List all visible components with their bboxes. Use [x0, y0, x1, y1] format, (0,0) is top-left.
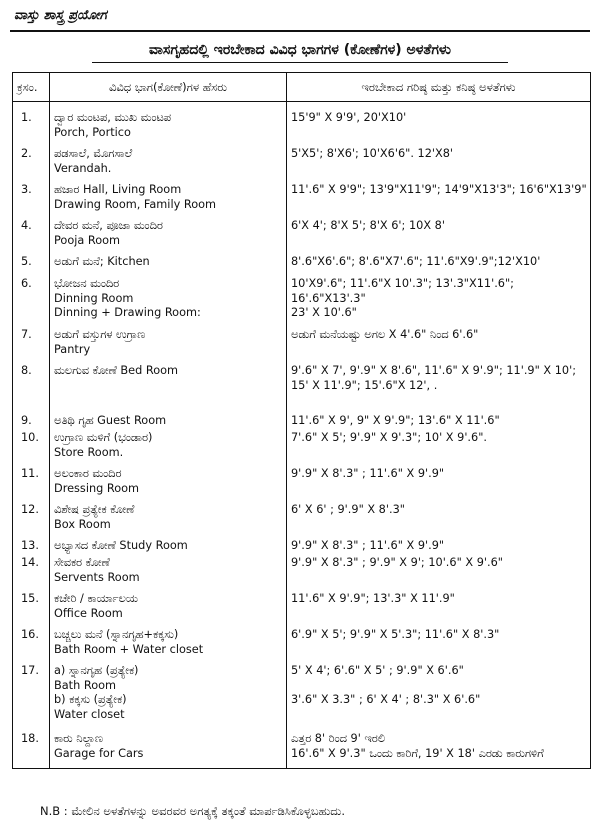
row-number: 7.	[13, 328, 50, 364]
room-name-cell	[50, 364, 287, 414]
dimension-cell	[287, 664, 591, 732]
room-name-cell	[50, 111, 287, 147]
room-name-line: Box Room	[54, 517, 111, 531]
room-name-cell	[50, 277, 287, 328]
room-name-cell	[50, 431, 287, 467]
table-row	[13, 328, 591, 364]
dimension-line: 16'.6" X 9'.3" ಒಂದು ಕಾರಿಗೆ, 19' X 18' ಎರಡು ಕಾರುಗಳಿಗೆ	[291, 746, 544, 760]
room-name-line: Bath Room	[54, 678, 117, 692]
row-number: 5.	[13, 255, 50, 277]
dimensions-table	[12, 72, 591, 769]
dimension-line: 15'9" X 9'9', 20'X10'	[291, 111, 407, 124]
room-name-line: ಕಾರು ನಿಲ್ದಾಣ	[54, 732, 103, 745]
dimension-line: 23' X 10'.6"	[291, 306, 357, 319]
row-number: 14.	[13, 556, 50, 592]
table-spacer	[13, 102, 591, 112]
dimension-line: ಅಡುಗೆ ಮನೆಯಷ್ಟು ಅಗಲ X 4'.6" ನಿಂದ 6'.6"	[291, 328, 479, 341]
table-row	[13, 147, 591, 183]
table-row	[13, 592, 591, 628]
table-row	[13, 414, 591, 431]
dimension-cell	[287, 592, 591, 628]
room-name-line: Dinning + Drawing Room:	[54, 306, 201, 319]
room-name-line: b) ಕಕ್ಕಸು (ಪ್ರತ್ಯೇಕ)	[54, 693, 127, 706]
room-name-cell	[50, 732, 287, 768]
row-number: 6.	[13, 277, 50, 328]
dimension-line: 11'.6" X 9', 9" X 9'.9"; 13'.6" X 11'.6"	[291, 414, 500, 427]
room-name-line: Porch, Portico	[54, 125, 131, 139]
room-name-cell	[50, 328, 287, 364]
dimension-cell	[287, 556, 591, 592]
room-name-line: ಮಲಗುವ ಕೋಣೆ Bed Room	[54, 364, 179, 377]
dimension-cell	[287, 503, 591, 539]
dimension-line: 9'.9" X 8'.3" ; 11'.6" X 9'.9"	[291, 467, 445, 480]
dimension-line: 16'.6"X13'.3"	[291, 291, 366, 305]
table-body	[13, 102, 591, 769]
dimension-cell	[287, 467, 591, 503]
room-name-line: ವಿಶೇಷ ಪ್ರತ್ಯೇಕ ಕೋಣೆ	[54, 503, 135, 516]
dimension-line: 15' X 11'.9"; 15'.6"X 12', .	[291, 378, 438, 392]
dimension-line: 5' X 4'; 6'.6" X 5' ; 9'.9" X 6'.6"	[291, 664, 464, 677]
table-row	[13, 503, 591, 539]
dimension-line: 11'.6" X 9'9"; 13'9"X11'9"; 14'9"X13'3"; 16'6"X13'9"	[291, 183, 587, 196]
room-name-line: ಅಡುಗೆ ಮನೆ; Kitchen	[54, 255, 150, 268]
table-row	[13, 732, 591, 768]
running-head: ವಾಸ್ತು ಶಾಸ್ತ್ರ ಪ್ರಯೋಗ	[14, 8, 107, 23]
room-name-line: ಹಜಾರ Hall, Living Room	[54, 183, 182, 196]
dimension-line: 9'.6" X 7', 9'.9" X 8'.6", 11'.6" X 9'.9"; 11'.9" X 10';	[291, 364, 577, 377]
room-name-line: Drawing Room, Family Room	[54, 197, 217, 211]
table-row	[13, 664, 591, 732]
row-number: 18.	[13, 732, 50, 768]
row-number: 2.	[13, 147, 50, 183]
table-row	[13, 364, 591, 414]
room-name-line: Servents Room	[54, 570, 140, 584]
dimension-line: 6'.9" X 5'; 9'.9" X 5'.3"; 11'.6" X 8'.3"	[291, 628, 500, 641]
dimension-cell	[287, 147, 591, 183]
room-name-line: ಉಗ್ರಾಣ ಮಳಿಗೆ (ಭಂಡಾರ)	[54, 431, 153, 444]
dimension-line: 6'X 4'; 8'X 5'; 8'X 6'; 10X 8'	[291, 219, 445, 232]
room-name-cell	[50, 556, 287, 592]
row-number: 13.	[13, 539, 50, 556]
room-name-line: Dinning Room	[54, 291, 134, 305]
dimension-line	[291, 679, 586, 694]
row-number: 17.	[13, 664, 50, 732]
room-name-line: ಕಚೇರಿ / ಕಾರ್ಯಾಲಯ	[54, 592, 138, 605]
dimension-line: 7'.6" X 5'; 9'.9" X 9'.3"; 10' X 9'.6".	[291, 431, 487, 444]
table-row	[13, 111, 591, 147]
dimension-cell	[287, 219, 591, 255]
room-name-line: ಪಡಸಾಲೆ, ಮೊಗಸಾಲೆ	[54, 147, 133, 160]
room-name-cell	[50, 255, 287, 277]
room-name-line: Water closet	[54, 707, 125, 721]
room-name-cell	[50, 592, 287, 628]
dimension-line: 5'X5'; 8'X6'; 10'X6'6". 12'X8'	[291, 147, 454, 160]
room-name-line: Pantry	[54, 342, 91, 356]
table-row	[13, 556, 591, 592]
row-number: 12.	[13, 503, 50, 539]
room-name-line: a) ಸ್ನಾನಗೃಹ (ಪ್ರತ್ಯೇಕ)	[54, 664, 139, 677]
table-row	[13, 255, 591, 277]
dimension-cell	[287, 732, 591, 768]
row-number: 1.	[13, 111, 50, 147]
table-row	[13, 431, 591, 467]
dimension-line: 9'.9" X 8'.3" ; 11'.6" X 9'.9"	[291, 539, 445, 552]
dimension-line: 8'.6"X6'.6"; 8'.6"X7'.6"; 11'.6"X9'.9";12'X10'	[291, 255, 541, 268]
room-name-cell	[50, 539, 287, 556]
title-underline	[92, 62, 508, 63]
room-name-line: Pooja Room	[54, 233, 121, 247]
row-number: 4.	[13, 219, 50, 255]
header-rule	[10, 30, 590, 32]
room-name-line: ಅತಿಥಿ ಗೃಹ Guest Room	[54, 414, 167, 427]
table-row	[13, 628, 591, 664]
room-name-cell	[50, 183, 287, 219]
dimension-cell	[287, 364, 591, 414]
dimension-line: 3'.6" X 3.3" ; 6' X 4' ; 8'.3" X 6'.6"	[291, 693, 481, 706]
row-number: 15.	[13, 592, 50, 628]
dimension-cell	[287, 539, 591, 556]
header-room-name: ವಿವಿಧ ಭಾಗ(ಕೋಣೆ)ಗಳ ಹೆಸರು	[50, 73, 287, 102]
room-name-line: Store Room.	[54, 445, 124, 459]
page-title: ವಾಸಗೃಹದಲ್ಲಿ ಇರಬೇಕಾದ ವಿವಿಧ ಭಾಗಗಳ (ಕೋಣೆಗಳ) ಅಳತೆಗಳು	[148, 42, 451, 58]
table-row	[13, 467, 591, 503]
dimension-cell	[287, 255, 591, 277]
room-name-line: ದೇವರ ಮನೆ, ಪೂಜಾ ಮಂದಿರ	[54, 219, 163, 232]
room-name-cell	[50, 628, 287, 664]
room-name-line: Garage for Cars	[54, 746, 144, 760]
header-dimensions: ಇರಬೇಕಾದ ಗರಿಷ್ಠ ಮತ್ತು ಕನಿಷ್ಠ ಅಳತೆಗಳು	[287, 73, 591, 102]
dimension-cell	[287, 431, 591, 467]
dimension-cell	[287, 111, 591, 147]
row-number: 10.	[13, 431, 50, 467]
footnote: N.B : ಮೇಲಿನ ಅಳತೆಗಳನ್ನು ಅವರವರ ಅಗತ್ಯಕ್ಕೆ ತಕ್ಕಂತೆ ಮಾರ್ಪಡಿಸಿಕೊಳ್ಳಬಹುದು.	[40, 804, 345, 818]
row-number: 11.	[13, 467, 50, 503]
row-number: 16.	[13, 628, 50, 664]
row-number: 9.	[13, 414, 50, 431]
room-name-line: ಭೋಜನ ಮಂದಿರ	[54, 277, 120, 290]
table-row	[13, 219, 591, 255]
room-name-cell	[50, 503, 287, 539]
table-row	[13, 277, 591, 328]
dimension-line: 9'.9" X 8'.3" ; 9'.9" X 9'; 10'.6" X 9'.6"	[291, 556, 503, 569]
room-name-cell	[50, 414, 287, 431]
dimension-cell	[287, 183, 591, 219]
room-name-line: ಬಚ್ಚಲು ಮನೆ (ಸ್ನಾನಗೃಹ+ಕಕ್ಕಸು)	[54, 628, 179, 641]
room-name-line: ಅಭ್ಯಾಸದ ಕೋಣೆ Study Room	[54, 539, 188, 552]
room-name-line: Verandah.	[54, 161, 112, 175]
dimension-line: ಎತ್ತರ 8' ರಿಂದ 9' ಇರಲಿ	[291, 732, 385, 745]
room-name-line: Office Room	[54, 606, 123, 620]
room-name-line: Bath Room + Water closet	[54, 642, 204, 656]
dimension-cell	[287, 277, 591, 328]
row-number: 8.	[13, 364, 50, 414]
header-serial: ಕ್ರಸಂ.	[13, 73, 50, 102]
dimension-cell	[287, 328, 591, 364]
room-name-cell	[50, 467, 287, 503]
table-row	[13, 183, 591, 219]
room-name-line: ಅಡುಗೆ ವಸ್ತುಗಳ ಉಗ್ರಾಣ	[54, 328, 146, 341]
room-name-line: ದ್ವಾರ ಮಂಟಪ, ಮುಖ ಮಂಟಪ	[54, 111, 171, 124]
dimension-line: 11'.6" X 9'.9"; 13'.3" X 11'.9"	[291, 592, 455, 605]
row-number: 3.	[13, 183, 50, 219]
room-name-cell	[50, 219, 287, 255]
room-name-line: ಸೇವಕರ ಕೋಣೆ	[54, 556, 110, 569]
room-name-cell	[50, 664, 287, 732]
dimension-cell	[287, 414, 591, 431]
dimension-cell	[287, 628, 591, 664]
dimension-line: 10'X9'.6"; 11'.6"X 10'.3"; 13'.3"X11'.6";	[291, 277, 514, 290]
table-row	[13, 539, 591, 556]
dimension-line: 6' X 6' ; 9'.9" X 8'.3"	[291, 503, 405, 516]
room-name-line: ಅಲಂಕಾರ ಮಂದಿರ	[54, 467, 122, 480]
room-name-cell	[50, 147, 287, 183]
room-name-line: Dressing Room	[54, 481, 140, 495]
table-header-row	[13, 73, 591, 102]
